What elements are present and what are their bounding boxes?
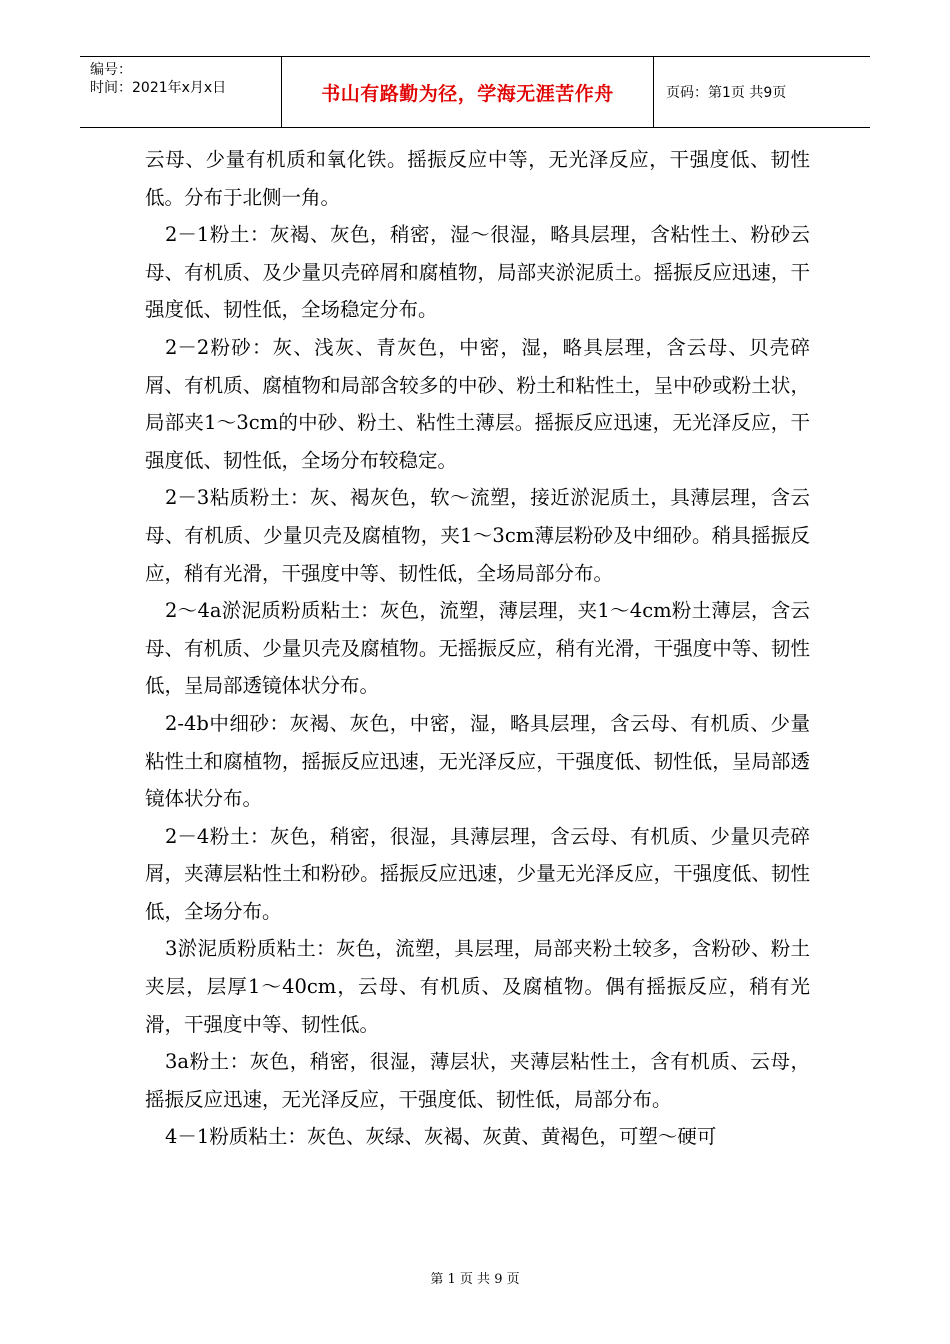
page-footer: 第 1 页 共 9 页	[430, 1272, 520, 1287]
paragraph: 2－1粉土：灰褐、灰色，稍密，湿～很湿，略具层理，含粘性土、粉砂云母、有机质、及少量贝壳碎屑和腐植物，局部夹淤泥质土。摇振反应迅速，干强度低、韧性低，全场稳定分布。	[145, 223, 810, 322]
header-motto: 书山有路勤为径，学海无涯苦作舟	[282, 57, 654, 127]
paragraph: 2-4b中细砂：灰褐、灰色，中密，湿，略具层理，含云母、有机质、少量粘性土和腐植物，摇振反应迅速，无光泽反应，干强度低、韧性低，呈局部透镜体状分布。	[145, 711, 810, 811]
paragraph: 2－3粘质粉土：灰、褐灰色，软～流塑，接近淤泥质土，具薄层理，含云母、有机质、少量贝壳及腐植物，夹1～3cm薄层粉砂及中细砂。稍具摇振反应，稍有光滑，干强度中等、韧性低，全场局部分布。	[145, 486, 810, 585]
paragraph: 2－2粉砂：灰、浅灰、青灰色，中密，湿，略具层理，含云母、贝壳碎屑、有机质、腐植物和局部含较多的中砂、粉土和粘性土，呈中砂或粉土状，局部夹1～3cm的中砂、粉土、粘性土薄层。摇振反应迅速，无光泽反应，干强度低、韧性低，全场分布较稳定。	[145, 335, 810, 472]
document-number-label: 编号：	[90, 62, 132, 78]
document-body	[145, 141, 810, 1156]
paragraph: 云母、少量有机质和氧化铁。摇振反应中等，无光泽反应，干强度低、韧性低。分布于北侧一角。	[145, 148, 810, 209]
header-meta	[80, 57, 282, 127]
paragraph: 2－4粉土：灰色，稍密，很湿，具薄层理，含云母、有机质、少量贝壳碎屑，夹薄层粘性土和粉砂。摇振反应迅速，少量无光泽反应，干强度低、韧性低，全场分布。	[145, 824, 810, 923]
document-date: 时间：2021年x月x日	[90, 80, 227, 96]
paragraph: 2～4a淤泥质粉质粘土：灰色，流塑，薄层理，夹1～4cm粉土薄层，含云母、有机质、少量贝壳及腐植物。无摇振反应，稍有光滑，干强度中等、韧性低，呈局部透镜体状分布。	[145, 599, 810, 698]
paragraph: 3a粉土：灰色，稍密，很湿，薄层状，夹薄层粘性土，含有机质、云母，摇振反应迅速，无光泽反应，干强度低、韧性低，局部分布。	[145, 1050, 810, 1111]
page-header	[80, 56, 870, 128]
paragraph: 4－1粉质粘土：灰色、灰绿、灰褐、灰黄、黄褐色，可塑～硬可	[165, 1125, 717, 1149]
paragraph: 3淤泥质粉质粘土：灰色，流塑，具层理，局部夹粉土较多，含粉砂、粉土夹层，层厚1～40cm，云母、有机质、及腐植物。偶有摇振反应，稍有光滑，干强度中等、韧性低。	[145, 937, 810, 1036]
header-page-info: 页码：第1页 共9页	[666, 85, 787, 101]
